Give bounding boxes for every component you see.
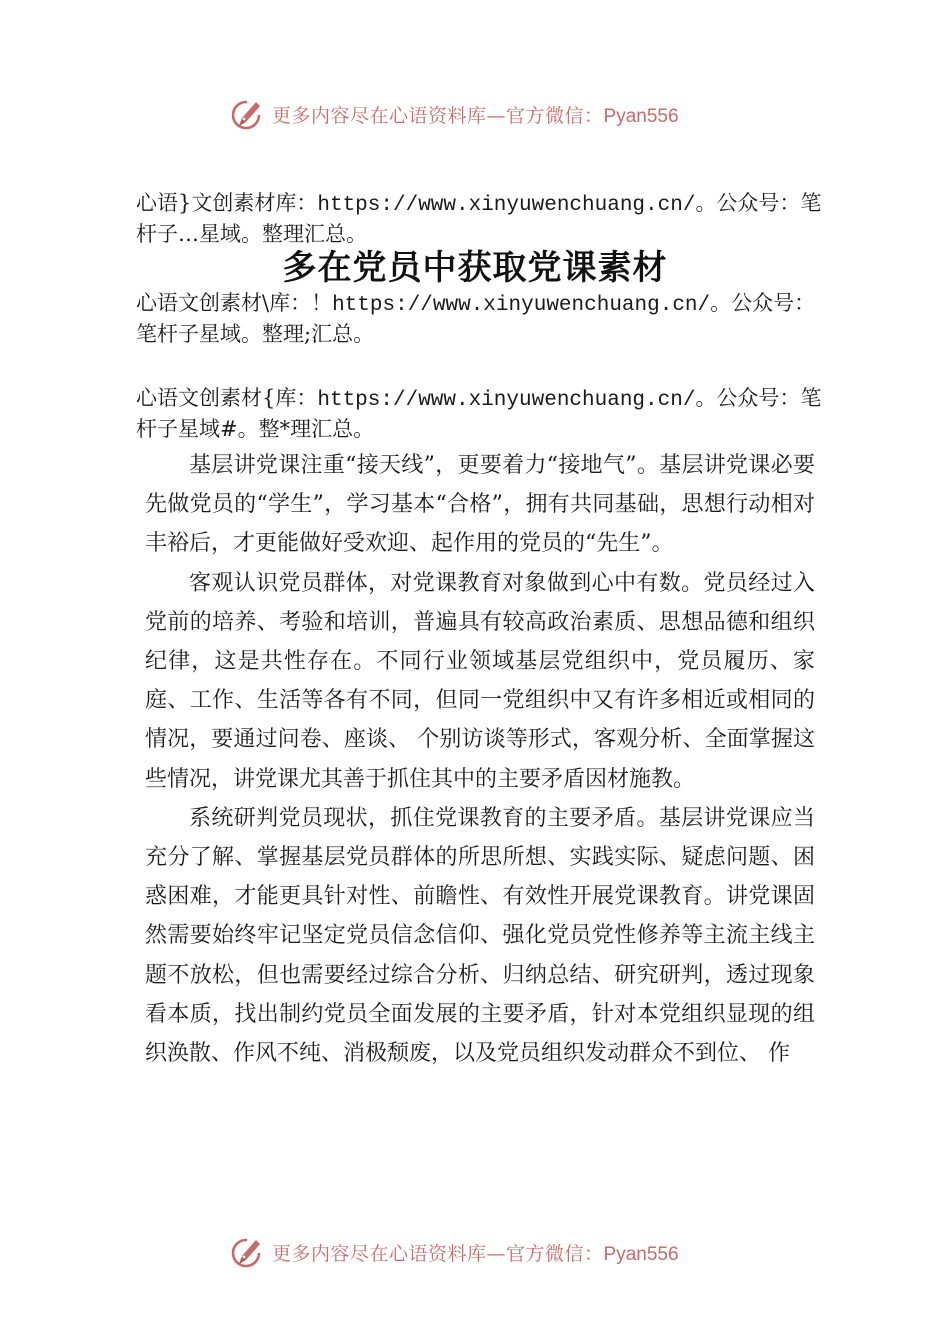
page-title: 多在党员中获取党课素材 — [282, 248, 668, 288]
banner-wechat-id: Pyan556 — [603, 105, 679, 127]
banner-wechat-id: Pyan556 — [603, 1243, 679, 1265]
source-url: https://www.xinyuwenchuang.cn/ — [317, 194, 696, 217]
paragraph: 基层讲党课注重“接天线”，更要着力“接地气”。基层讲党课必要先做党员的“学生”，学习基本“合格”，拥有共同基础，思想行动相对丰裕后，才更能做好受欢迎、起作用的党员的“先生”。 — [145, 453, 815, 557]
source-url: https://www.xinyuwenchuang.cn/ — [317, 389, 696, 412]
paragraph: 系统研判党员现状，抓住党课教育的主要矛盾。基层讲党课应当充分了解、掌握基层党员群体的所思所想、实践实际、疑虑问题、困惑困难，才能更具针对性、前瞻性、有效性开展党课教育。讲党课固然需要始终牢记坚定党员信念信仰、强化党员党性修养等主流主线主题不放松，但也需要经过综合分析、归纳总结、研究研判，透过现象看本质，找出制约党员全面发展的主要矛盾，针对本党组织显现的组织涣散、作风不纯、消极颓废，以及党员组织发动群众不到位、 作 — [145, 805, 815, 1067]
banner-text: 更多内容尽在心语资料库—官方微信：Pyan556 — [272, 1242, 679, 1265]
pen-nib-logo-icon — [230, 1234, 266, 1270]
banner-text: 更多内容尽在心语资料库—官方微信：Pyan556 — [272, 104, 679, 127]
footer-banner — [230, 1232, 720, 1272]
article-body — [145, 446, 815, 1073]
source-line-3: 心语文创素材{库：https://www.xinyuwenchuang.cn/。公众号：笔杆子星域#。整*理汇总。 — [136, 386, 822, 441]
source-line-2: 心语文创素材\库：！https://www.xinyuwenchuang.cn/。公众号：笔杆子星域。整理;汇总。 — [136, 291, 816, 346]
header-banner — [230, 94, 720, 134]
source-url: https://www.xinyuwenchuang.cn/ — [332, 294, 711, 317]
source-line-1: 心语}文创素材库：https://www.xinyuwenchuang.cn/。公众号：笔杆子…星域。整理汇总。 — [136, 191, 822, 246]
pen-nib-logo-icon — [230, 96, 266, 132]
paragraph: 客观认识党员群体，对党课教育对象做到心中有数。党员经过入党前的培养、考验和培训，普遍具有较高政治素质、思想品德和组织纪律，这是共性存在。不同行业领域基层党组织中，党员履历、家庭、工作、生活等各有不同，但同一党组织中又有许多相近或相同的情况，要通过问卷、座谈、 个别访谈等形式，客观分析、全面掌握这些情况，讲党课尤其善于抓住其中的主要矛盾因材施教。 — [145, 570, 815, 792]
